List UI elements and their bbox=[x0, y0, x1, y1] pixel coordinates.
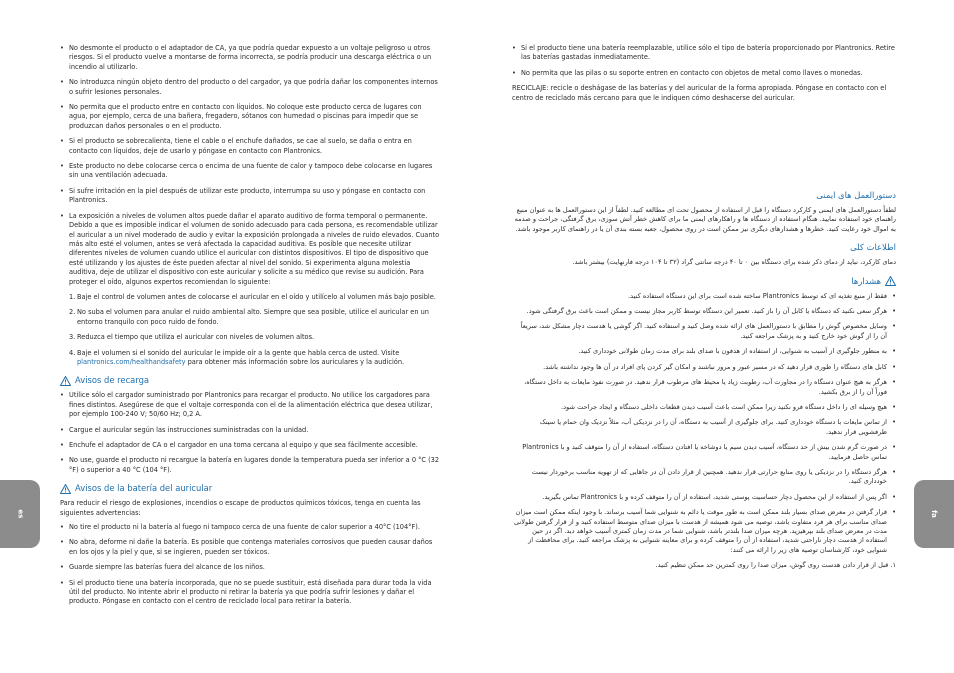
warning-icon bbox=[60, 376, 71, 386]
battery-bullets-continued bbox=[512, 44, 896, 78]
list-item: • Si el producto tiene una batería reemplazable, utilice sólo el tipo de batería proporcionado por Plantronics. Retire las baterías gastadas inmediatamente. bbox=[512, 44, 896, 63]
list-item: • No introduzca ningún objeto dentro del producto o del cargador, ya que podría dañar los componentes internos o sufrir lesiones personales. bbox=[60, 78, 440, 97]
list-item: • قرار گرفتن در معرض صدای بسیار بلند ممکن است به طور موقت یا دائم به شنوایی شما آسیب برساند. با وجود اینکه ممکن است میزان صدای مناسب برای هر فرد متفاوت باشد، توصیه می شود همیشه از هدست با میزان صدای متوسط استفاده کنید و از قرار گرفتن طولانی مدت در معرض صدای بلند بپرهیزید. هرچه میزان صدا بلندتر باشد، شنوایی شما در مدت زمان کمتری آسیب خواهد دید. اگر در حین استفاده از هدست دچار ناراحتی شدید، استفاده از آن را متوقف کرده و برای معاینه شنوایی به پزشک مراجعه کنید. برای محافظت از شنوایی خود، کارشناسان توصیه های زیر را ارائه می کنند: bbox=[512, 508, 896, 555]
list-item: • No use, guarde el producto ni recargue la batería en lugares donde la temperatura pueda ser inferior a 0 °C (32 °F) o superior a 40 °C (104 °F). bbox=[60, 456, 440, 475]
health-safety-link[interactable]: plantronics.com/healthandsafety bbox=[77, 357, 186, 366]
list-item: 2. No suba el volumen para anular el ruido ambiental alto. Siempre que sea posible, utilice el auricular en un entorno tranquilo con poco ruido de fondo. bbox=[69, 308, 429, 326]
recycle-text: RECICLAJE: recicle o deshágase de las baterías y del auricular de la forma apropiada. Póngase en contacto con el centro de reciclado más cercano para que le indiquen cómo deshacerse del auricular. bbox=[512, 84, 887, 102]
list-item: • به منظور جلوگیری از آسیب به شنوایی، از استفاده از هدفون با صدای بلند برای مدت زمان طولانی خودداری کنید. bbox=[512, 347, 896, 356]
list-item: • فقط از منبع تغذیه ای که توسط Plantronics ساخته شده است برای این دستگاه استفاده کنید. bbox=[512, 292, 896, 301]
language-tab-fa: fa bbox=[914, 480, 954, 548]
warning-icon bbox=[885, 276, 896, 286]
list-item: 4. Baje el volumen si el sonido del auricular le impide oír a la gente que habla cerca de usted. Visite plantronics.com/healthandsafety para obtener más información sobre los auriculares y la audición. bbox=[69, 348, 405, 366]
persian-content bbox=[512, 190, 896, 571]
battery-bullets bbox=[60, 523, 440, 607]
list-item: 3. Reduzca el tiempo que utiliza el auricular con niveles de volumen altos. bbox=[69, 333, 315, 342]
warning-icon bbox=[60, 484, 71, 494]
list-item: • No permita que las pilas o su soporte entren en contacto con objetos de metal como llaves o monedas. bbox=[512, 69, 896, 78]
general-text: دمای کارکرد، نباید از دمای ذکر شده برای دستگاه بین ۰ تا ۴۰ درجه سانتی گراد (۳۲ تا ۱۰۴ درجه فارنهایت) بیشتر باشد. bbox=[572, 258, 896, 267]
list-item: • در صورت گرم شدن بیش از حد دستگاه، آسیب دیدن سیم یا دوشاخه یا افتادن دستگاه، استفاده از آن را متوقف کنید و با Plantronics تماس حاصل فرمایید. bbox=[512, 443, 896, 462]
safety-instructions-title: دستورالعمل های ایمنی bbox=[816, 190, 896, 201]
list-item: • Si el producto se sobrecalienta, tiene el cable o el enchufe dañados, se cae al suelo, se daña o entra en contacto con líquidos, deje de usarlo y póngase en contacto con Plantronics. bbox=[60, 137, 440, 156]
language-tab-es: es bbox=[0, 480, 40, 548]
list-item: • Si sufre irritación en la piel después de utilizar este producto, interrumpa su uso y póngase en contacto con Plantronics. bbox=[60, 187, 440, 206]
list-item: • هرگز دستگاه را در نزدیکی یا روی منابع حرارتی قرار ندهید. همچنین از قرار دادن آن در جاهایی که از تهویه مناسب برخوردار نیست خودداری کنید. bbox=[512, 468, 896, 487]
general-info-title: اطلاعات کلی bbox=[850, 242, 896, 253]
battery-section-title: Avisos de la batería del auricular bbox=[60, 483, 440, 494]
hearing-steps bbox=[60, 293, 440, 367]
list-item: • Cargue el auricular según las instrucciones suministradas con la unidad. bbox=[60, 426, 440, 435]
list-item: • اگر پس از استفاده از این محصول دچار حساسیت پوستی شدید، استفاده از آن را متوقف کرده و با Plantronics تماس بگیرید. bbox=[512, 493, 896, 502]
list-item: • هرگز سعی نکنید که دستگاه یا کابل آن را باز کنید. تعمیر این دستگاه توسط کاربر مجاز نیست و ممکن است باعث برق گرفتگی شود. bbox=[512, 307, 896, 316]
list-item: • No tire el producto ni la batería al fuego ni tampoco cerca de una fuente de calor superior a 40°C (104°F). bbox=[60, 523, 440, 532]
list-item: • La exposición a niveles de volumen altos puede dañar el aparato auditivo de forma temporal o permanente. Debido a que es imposible indicar el volumen de sonido adecuado para cada persona, es recomendable utilizar el auricular a un nivel moderado de audio y evitar la exposición prolongada a niveles de ruido elevados. Cuanto más alto esté el volumen, antes se verá afectada la capacidad auditiva. Es posible que necesite utilizar diferentes niveles de volumen cuando utilice el auricular con distintos dispositivos. El tipo de dispositivo que esté utilizando y los ajustes de éste pueden afectar al nivel del sonido. Si experimenta alguna molestia auditiva, deje de utilizar el dispositivo con este auricular y solicite a su médico que revise su audición. Para proteger el oído, algunos expertos recomiendan lo siguiente: bbox=[60, 212, 440, 287]
list-item: • Guarde siempre las baterías fuera del alcance de los niños. bbox=[60, 563, 440, 572]
list-item: 1. Baje el control de volumen antes de colocarse el auricular en el oído y utilícelo al volumen más bajo posible. bbox=[69, 292, 436, 301]
list-item: • از تماس مایعات با دستگاه خودداری کنید. برای جلوگیری از آسیب به دستگاه، آن را در نزدیکی آب، مثلاً نزدیک وان حمام یا سینک ظرفشویی قرار ندهید. bbox=[512, 418, 896, 437]
spanish-column bbox=[60, 44, 440, 613]
list-item: • وسایل مخصوص گوش را مطابق با دستورالعمل های ارائه شده وصل کنید و استفاده کنید. اگر گوشی یا هدست دچار مشکل شد، سریعاً آن را از گوش خود خارج کنید و به پزشک مراجعه کنید. bbox=[512, 322, 896, 341]
list-item: • Utilice sólo el cargador suministrado por Plantronics para recargar el producto. No utilice los cargadores para fines distintos. Asegúrese de que el voltaje corresponda con el de la alimentación eléctrica que desea utilizar, por ejemplo 100-240 V; 50/60 Hz; 0,2 A. bbox=[60, 391, 440, 419]
battery-intro: Para reducir el riesgo de explosiones, incendios o escape de productos químicos tóxicos, tenga en cuenta las siguientes advertencias: bbox=[60, 499, 421, 517]
list-item: • Si el producto tiene una batería incorporada, que no se puede sustituir, está diseñada para durar toda la vida útil del producto. No intente abrir el producto ni retirar la batería ya que podría sufrir lesiones y dañar el producto. Póngase en contacto con el centro de reciclado local para retirar la batería. bbox=[60, 579, 440, 607]
list-item: • No desmonte el producto o el adaptador de CA, ya que podría quedar expuesto a un voltaje peligroso u otros riesgos. Si el producto vuelve a montarse de forma incorrecta, se podría producir una descarga eléctrica o un incendio al utilizarlo. bbox=[60, 44, 440, 72]
warnings-title: هشدارها bbox=[512, 276, 896, 287]
list-item: • No abra, deforme ni dañe la batería. Es posible que contenga materiales corrosivos que pueden causar daños en los ojos y la piel y que, si se ingieren, pueden ser tóxicos. bbox=[60, 538, 440, 557]
safety-text: لطفاً دستورالعمل های ایمنی و کارکرد دستگاه را قبل از استفاده از محصول تحت ای مطالعه کنید. لطفاً از این دستورالعمل ها به عنوان منبع راهنمای خود استفاده نمایید. هنگام استفاده از دستگاه ها و راهکارهای ایمنی ما برای کاهش خطر آتش سوزی، برق گرفتگی، جراحت و صدمه به اموال خود رعایت کنید. خطرها و هشدارهای دیگری نیز ممکن است در روی محصول، جعبه بسته بندی آن یا در راهنمای کاربر موجود باشد. bbox=[514, 206, 896, 233]
list-item: • Este producto no debe colocarse cerca o encima de una fuente de calor y tampoco debe colocarse en lugares sin una ventilación adecuada. bbox=[60, 162, 440, 181]
list-item: • Enchufe el adaptador de CA o el cargador en una toma cercana al equipo y que sea fácilmente accesible. bbox=[60, 441, 440, 450]
charge-section-title: Avisos de recarga bbox=[60, 375, 440, 386]
list-item: • کابل های دستگاه را طوری قرار دهید که در مسیر عبور و مرور نباشند و امکان گیر کردن پای افراد در آن ها وجود نداشته باشد. bbox=[512, 363, 896, 372]
list-item: • No permita que el producto entre en contacto con líquidos. No coloque este producto cerca de lugares con agua, por ejemplo, cerca de una bañera, fregadero, sótanos con humedad o piscinas para impedir que se produzcan daños personales o en el producto. bbox=[60, 103, 440, 131]
list-item: • هرگز به هیچ عنوان دستگاه را در مجاورت آب، رطوبت زیاد یا محیط های مرطوب قرار ندهید. در صورت نفوذ مایعات به داخل دستگاه، فوراً آن را از برق بکشید. bbox=[512, 378, 896, 397]
persian-warnings bbox=[512, 292, 896, 556]
persian-column bbox=[512, 44, 896, 576]
list-item: • هیچ وسیله ای را داخل دستگاه فرو نکنید زیرا ممکن است باعث آسیب دیدن قطعات داخلی دستگاه و ایجاد جراحت شود. bbox=[512, 403, 896, 412]
persian-step-1: ۱. قبل از قرار دادن هدست روی گوش، میزان صدا را روی کمترین حد ممکن تنظیم کنید. bbox=[655, 561, 896, 570]
safety-bullets-top bbox=[60, 44, 440, 287]
charge-bullets bbox=[60, 391, 440, 475]
